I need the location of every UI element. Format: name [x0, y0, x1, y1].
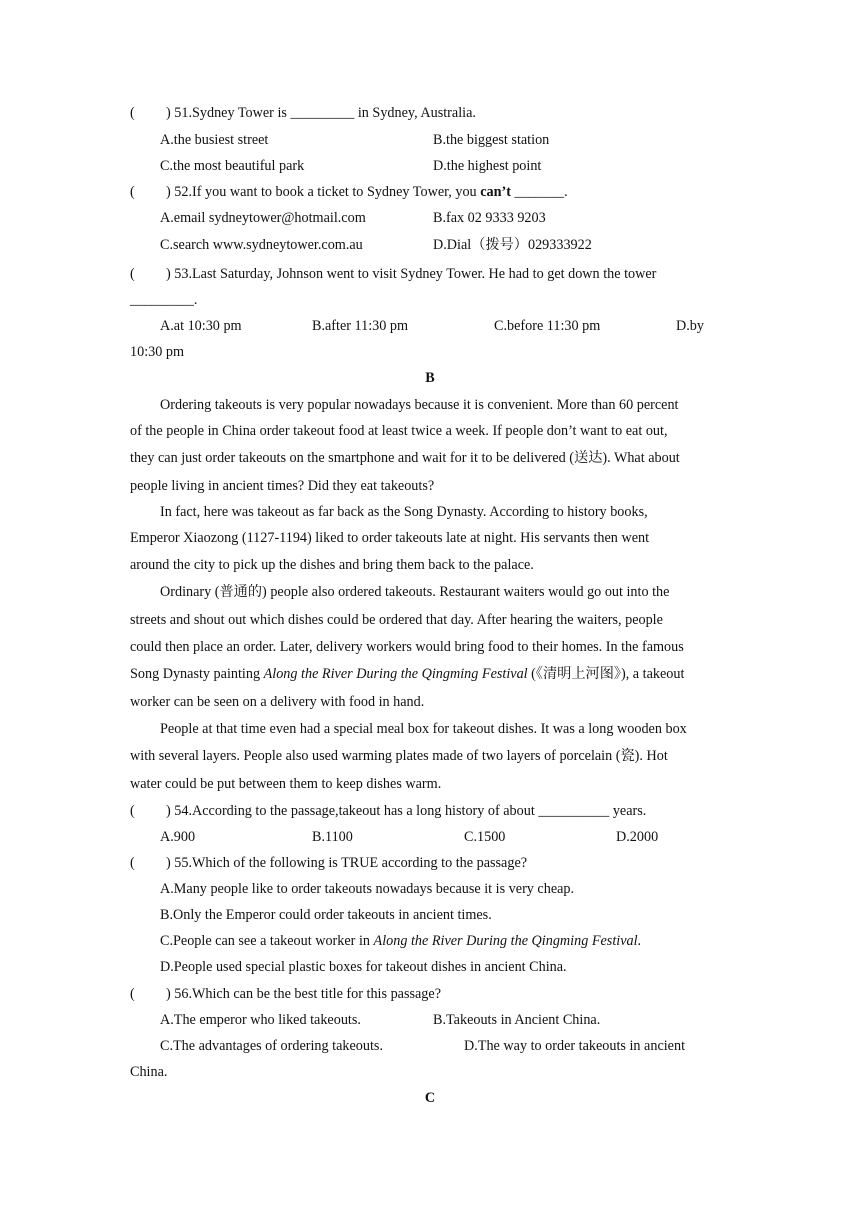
- question-52: ( ) 52.If you want to book a ticket to Sydney Tower, you can’t _______.: [130, 184, 568, 200]
- option-55a: A.Many people like to order takeouts nowadays because it is very cheap.: [160, 881, 575, 897]
- painting-title: Along the River During the Qingming Festival: [263, 666, 528, 682]
- passage-line: Emperor Xiaozong (1127-1194) liked to order takeouts late at night. His servants then went: [130, 530, 650, 546]
- question-51: ( ) 51.Sydney Tower is _________ in Sydney, Australia.: [130, 105, 476, 121]
- option-55d: D.People used special plastic boxes for takeout dishes in ancient China.: [160, 959, 567, 975]
- option-53a: A.at 10:30 pm: [160, 318, 242, 334]
- question-55: ( ) 55.Which of the following is TRUE according to the passage?: [130, 855, 528, 871]
- option-56d: D.The way to order takeouts in ancient: [464, 1038, 686, 1054]
- option-55b: B.Only the Emperor could order takeouts in ancient times.: [160, 907, 492, 923]
- option-52d: D.Dial（拨号）029333922: [433, 237, 592, 253]
- passage-line: Ordinary (普通的) people also ordered takeouts. Restaurant waiters would go out into the: [160, 584, 670, 600]
- passage-line: streets and shout out which dishes could be ordered that day. After hearing the waiters, people: [130, 612, 663, 628]
- section-heading-b: B: [425, 370, 435, 386]
- passage-line: People at that time even had a special meal box for takeout dishes. It was a long wooden box: [160, 721, 687, 737]
- option-54c: C.1500: [464, 829, 506, 845]
- question-56: ( ) 56.Which can be the best title for this passage?: [130, 986, 441, 1002]
- answer-blank: (: [130, 105, 135, 121]
- option-53c: C.before 11:30 pm: [494, 318, 601, 334]
- option-53d-continued: 10:30 pm: [130, 344, 184, 360]
- passage-line: could then place an order. Later, delivery workers would bring food to their homes. In the famous: [130, 639, 684, 655]
- section-heading-c: C: [424, 1090, 436, 1106]
- passage-line: Song Dynasty painting Along the River During the Qingming Festival (《清明上河图》), a takeout: [130, 666, 685, 682]
- option-52a: A.email sydneytower@hotmail.com: [160, 210, 366, 226]
- option-53b: B.after 11:30 pm: [312, 318, 409, 334]
- passage-line: people living in ancient times? Did they eat takeouts?: [130, 478, 435, 494]
- option-51b: B.the biggest station: [433, 132, 550, 148]
- passage-line: they can just order takeouts on the smartphone and wait for it to be delivered (送达). What about: [130, 450, 680, 466]
- passage-line: around the city to pick up the dishes and bring them back to the palace.: [130, 557, 534, 573]
- question-54: ( ) 54.According to the passage,takeout has a long history of about __________ years.: [130, 803, 647, 819]
- passage-line: Ordering takeouts is very popular nowadays because it is convenient. More than 60 percent: [160, 397, 679, 413]
- option-53d: D.by: [676, 318, 704, 334]
- passage-line: In fact, here was takeout as far back as the Song Dynasty. According to history books,: [160, 504, 648, 520]
- question-53: ( ) 53.Last Saturday, Johnson went to visit Sydney Tower. He had to get down the tower: [130, 266, 657, 282]
- option-56c: C.The advantages of ordering takeouts.: [160, 1038, 383, 1054]
- passage-line: with several layers. People also used warming plates made of two layers of porcelain (瓷). Hot: [130, 748, 668, 764]
- option-52c: C.search www.sydneytower.com.au: [160, 237, 363, 253]
- option-56d-continued: China.: [130, 1064, 168, 1080]
- option-51d: D.the highest point: [433, 158, 542, 174]
- option-55c: C.People can see a takeout worker in Along the River During the Qingming Festival.: [160, 933, 642, 949]
- passage-line: of the people in China order takeout food at least twice a week. If people don’t want to eat out,: [130, 423, 668, 439]
- option-54a: A.900: [160, 829, 196, 845]
- option-52b: B.fax 02 9333 9203: [433, 210, 546, 226]
- passage-line: water could be put between them to keep dishes warm.: [130, 776, 442, 792]
- passage-line: worker can be seen on a delivery with food in hand.: [130, 694, 425, 710]
- option-56a: A.The emperor who liked takeouts.: [160, 1012, 361, 1028]
- option-56b: B.Takeouts in Ancient China.: [433, 1012, 601, 1028]
- option-54d: D.2000: [616, 829, 659, 845]
- option-51a: A.the busiest street: [160, 132, 269, 148]
- option-54b: B.1100: [312, 829, 353, 845]
- question-53-continued: _________.: [130, 292, 198, 308]
- option-51c: C.the most beautiful park: [160, 158, 305, 174]
